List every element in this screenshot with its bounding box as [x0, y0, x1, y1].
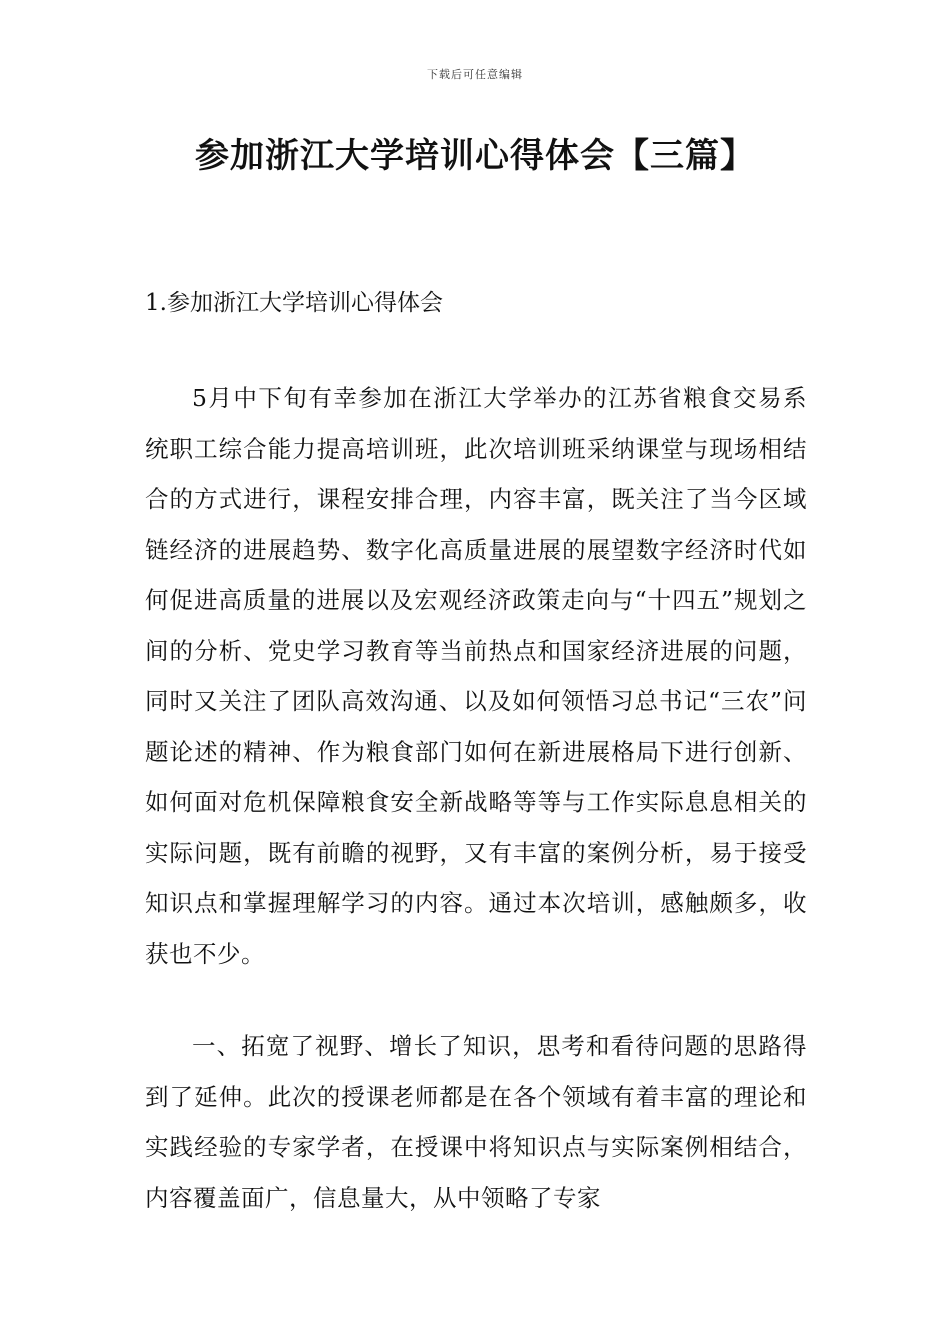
- header-note: 下载后可任意编辑: [427, 68, 523, 81]
- body-paragraph-1: 5月中下旬有幸参加在浙江大学举办的江苏省粮食交易系统职工综合能力提高培训班，此次培训班采纳课堂与现场相结合的方式进行，课程安排合理，内容丰富，既关注了当今区域链经济的进展趋势、数字化高质量进展的展望数字经济时代如何促进高质量的进展以及宏观经济政策走向与“十四五”规划之间的分析、党史学习教育等当前热点和国家经济进展的问题，同时又关注了团队高效沟通、以及如何领悟习总书记“三农”问题论述的精神、作为粮食部门如何在新进展格局下进行创新、如何面对危机保障粮食安全新战略等等与工作实际息息相关的实际问题，既有前瞻的视野，又有丰富的案例分析，易于接受知识点和掌握理解学习的内容。通过本次培训，感触颇多，收获也不少。: [145, 384, 807, 968]
- section-heading: 1.参加浙江大学培训心得体会: [145, 290, 443, 316]
- body-paragraph-2: 一、拓宽了视野、增长了知识，思考和看待问题的思路得到了延伸。此次的授课老师都是在各个领域有着丰富的理论和实践经验的专家学者，在授课中将知识点与实际案例相结合，内容覆盖面广，信息量大，从中领略了专家: [145, 1032, 807, 1212]
- document-title: 参加浙江大学培训心得体会【三篇】: [195, 136, 755, 176]
